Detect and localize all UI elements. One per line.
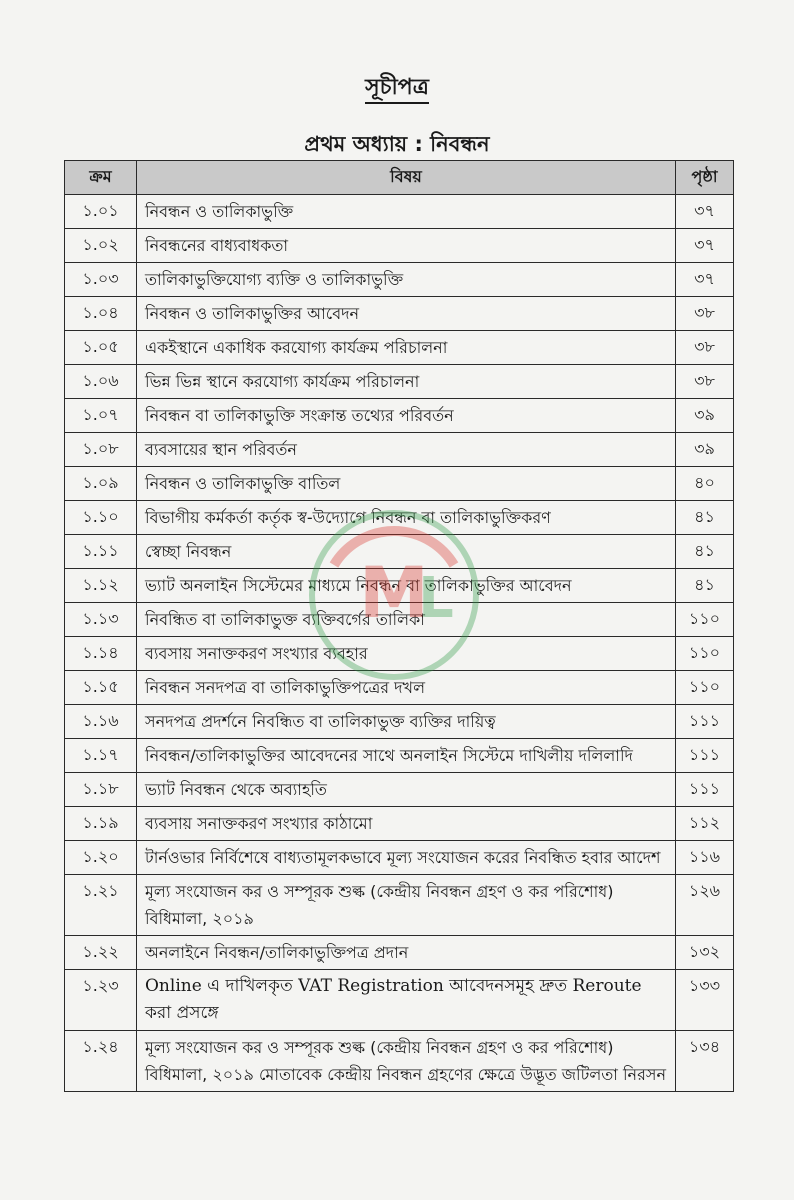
row-page: ৪০: [676, 467, 734, 501]
row-page: ১৩৪: [676, 1031, 734, 1092]
row-page: ১১২: [676, 807, 734, 841]
row-page: ৩৭: [676, 263, 734, 297]
table-row: [65, 569, 734, 603]
row-serial: ১.১৯: [65, 807, 137, 841]
row-page: ৩৭: [676, 229, 734, 263]
svg-text:L: L: [418, 566, 454, 631]
row-serial: ১.১৫: [65, 671, 137, 705]
row-page: ৩৯: [676, 399, 734, 433]
table-row: [65, 841, 734, 875]
row-serial: ১.০৬: [65, 365, 137, 399]
table-row: [65, 1031, 734, 1092]
row-subject: নিবন্ধন সনদপত্র বা তালিকাভুক্তিপত্রের দখল: [137, 671, 676, 705]
table-row: [65, 773, 734, 807]
row-page: ৩৮: [676, 365, 734, 399]
table-row: [65, 297, 734, 331]
row-serial: ১.২০: [65, 841, 137, 875]
row-page: ৩৮: [676, 331, 734, 365]
table-row: [65, 195, 734, 229]
row-page: ৪১: [676, 569, 734, 603]
row-subject: নিবন্ধিত বা তালিকাভুক্ত ব্যক্তিবর্গের তালিকা: [137, 603, 676, 637]
row-serial: ১.২৪: [65, 1031, 137, 1092]
row-serial: ১.২৩: [65, 970, 137, 1031]
row-page: ১১৬: [676, 841, 734, 875]
table-row: [65, 467, 734, 501]
row-serial: ১.১৩: [65, 603, 137, 637]
row-serial: ১.২২: [65, 936, 137, 970]
row-serial: ১.০৯: [65, 467, 137, 501]
table-row: [65, 705, 734, 739]
row-page: ৪১: [676, 501, 734, 535]
row-page: ১৩৩: [676, 970, 734, 1031]
table-row: [65, 739, 734, 773]
row-subject: একইস্থানে একাধিক করযোগ্য কার্যক্রম পরিচালনা: [137, 331, 676, 365]
column-header-page: পৃষ্ঠা: [676, 161, 734, 195]
row-serial: ১.১১: [65, 535, 137, 569]
table-row: [65, 433, 734, 467]
chapter-title: প্রথম অধ্যায় : নিবন্ধন: [304, 132, 490, 156]
row-page: ১৩২: [676, 936, 734, 970]
row-serial: ১.০২: [65, 229, 137, 263]
row-page: ১২৬: [676, 875, 734, 936]
table-row: [65, 936, 734, 970]
row-subject: ভিন্ন ভিন্ন স্থানে করযোগ্য কার্যক্রম পরিচালনা: [137, 365, 676, 399]
row-subject: ভ্যাট অনলাইন সিস্টেমের মাধ্যমে নিবন্ধন বা তালিকাভুক্তির আবেদন: [137, 569, 676, 603]
row-page: ১১০: [676, 603, 734, 637]
table-row: [65, 263, 734, 297]
row-subject: ব্যবসায় সনাক্তকরণ সংখ্যার ব্যবহার: [137, 637, 676, 671]
row-subject: নিবন্ধন/তালিকাভুক্তির আবেদনের সাথে অনলাইন সিস্টেমে দাখিলীয় দলিলাদি: [137, 739, 676, 773]
row-serial: ১.২১: [65, 875, 137, 936]
table-header-row: [65, 161, 734, 195]
contents-table: [64, 160, 734, 1092]
row-page: ১১১: [676, 705, 734, 739]
row-subject: ভ্যাট নিবন্ধন থেকে অব্যাহতি: [137, 773, 676, 807]
row-subject: নিবন্ধন বা তালিকাভুক্তি সংক্রান্ত তথ্যের পরিবর্তন: [137, 399, 676, 433]
table-body: [65, 195, 734, 1092]
row-serial: ১.১৭: [65, 739, 137, 773]
row-serial: ১.০৮: [65, 433, 137, 467]
page-title: সূচীপত্র: [0, 70, 794, 107]
column-header-subject: বিষয়: [137, 161, 676, 195]
table-row: [65, 535, 734, 569]
row-serial: ১.০১: [65, 195, 137, 229]
row-serial: ১.০৩: [65, 263, 137, 297]
row-subject: টার্নওভার নির্বিশেষে বাধ্যতামূলকভাবে মূল্য সংযোজন করের নিবন্ধিত হবার আদেশ: [137, 841, 676, 875]
row-page: ১১১: [676, 773, 734, 807]
row-subject: নিবন্ধনের বাধ্যবাধকতা: [137, 229, 676, 263]
row-page: ১১০: [676, 637, 734, 671]
row-subject: সনদপত্র প্রদর্শনে নিবন্ধিত বা তালিকাভুক্ত ব্যক্তির দায়িত্ব: [137, 705, 676, 739]
row-serial: ১.০৫: [65, 331, 137, 365]
svg-text:M: M: [359, 552, 429, 634]
table-row: [65, 637, 734, 671]
row-page: ৩৯: [676, 433, 734, 467]
row-serial: ১.১৪: [65, 637, 137, 671]
row-subject: নিবন্ধন ও তালিকাভুক্তি বাতিল: [137, 467, 676, 501]
row-subject: অনলাইনে নিবন্ধন/তালিকাভুক্তিপত্র প্রদান: [137, 936, 676, 970]
row-subject: স্বেচ্ছা নিবন্ধন: [137, 535, 676, 569]
row-subject: মূল্য সংযোজন কর ও সম্পূরক শুল্ক (কেন্দ্রীয় নিবন্ধন গ্রহণ ও কর পরিশোধ) বিধিমালা, ২০১৯: [137, 875, 676, 936]
row-serial: ১.০৭: [65, 399, 137, 433]
row-page: ৩৮: [676, 297, 734, 331]
table-row: [65, 970, 734, 1031]
row-serial: ১.১৬: [65, 705, 137, 739]
row-page: ৩৭: [676, 195, 734, 229]
row-subject: Online এ দাখিলকৃত VAT Registration আবেদনসমূহ দ্রুত Reroute করা প্রসঙ্গে: [137, 970, 676, 1031]
row-subject: তালিকাভুক্তিযোগ্য ব্যক্তি ও তালিকাভুক্তি: [137, 263, 676, 297]
table-row: [65, 875, 734, 936]
row-serial: ১.১২: [65, 569, 137, 603]
table-row: [65, 331, 734, 365]
table-row: [65, 399, 734, 433]
row-page: ৪১: [676, 535, 734, 569]
table-row: [65, 671, 734, 705]
table-row: [65, 807, 734, 841]
row-page: ১১১: [676, 739, 734, 773]
row-page: ১১০: [676, 671, 734, 705]
table-row: [65, 501, 734, 535]
row-subject: নিবন্ধন ও তালিকাভুক্তির আবেদন: [137, 297, 676, 331]
row-subject: মূল্য সংযোজন কর ও সম্পূরক শুল্ক (কেন্দ্রীয় নিবন্ধন গ্রহণ ও কর পরিশোধ) বিধিমালা, ২০১৯ মোতাবেক কেন্দ্রীয় নিবন্ধন গ্রহণের ক্ষেত্রে উদ্ভূত জটিলতা নিরসন: [137, 1031, 676, 1092]
table-row: [65, 365, 734, 399]
table-row: [65, 229, 734, 263]
row-subject: ব্যবসায় সনাক্তকরণ সংখ্যার কাঠামো: [137, 807, 676, 841]
row-serial: ১.০৪: [65, 297, 137, 331]
row-subject: ব্যবসায়ের স্থান পরিবর্তন: [137, 433, 676, 467]
row-serial: ১.১৮: [65, 773, 137, 807]
row-serial: ১.১০: [65, 501, 137, 535]
row-subject: বিভাগীয় কর্মকর্তা কর্তৃক স্ব-উদ্যোগে নিবন্ধন বা তালিকাভুক্তিকরণ: [137, 501, 676, 535]
row-subject: নিবন্ধন ও তালিকাভুক্তি: [137, 195, 676, 229]
column-header-serial: ক্রম: [65, 161, 137, 195]
table-row: [65, 603, 734, 637]
